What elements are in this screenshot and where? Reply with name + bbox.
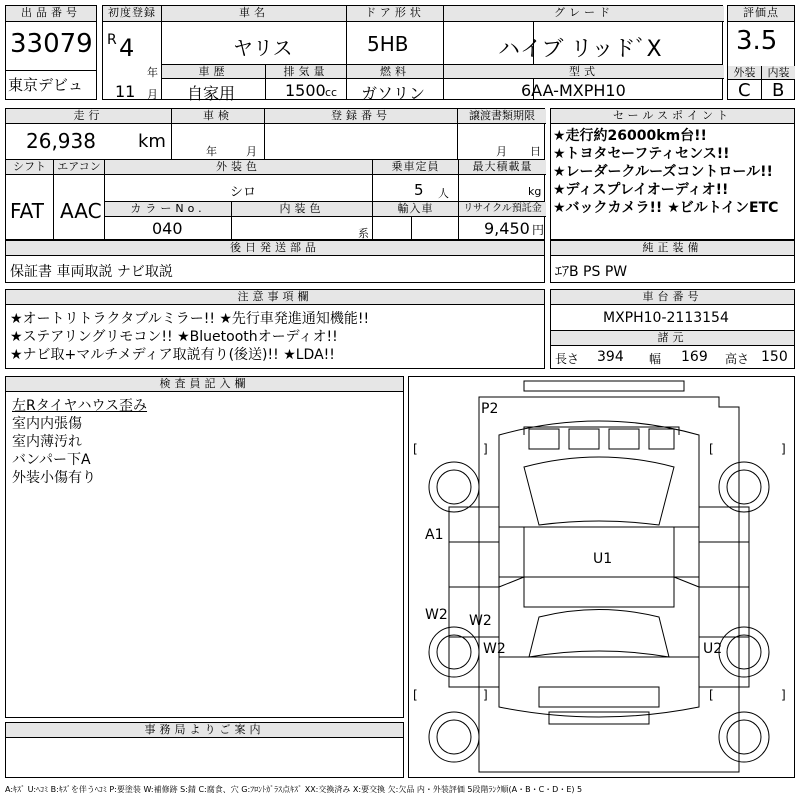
history-label: 車歴	[162, 65, 265, 79]
year: 4	[119, 34, 135, 62]
score-box	[727, 5, 795, 100]
displacement-unit: cc	[325, 86, 338, 99]
note-line: ★オートリトラクタブルミラー!! ★先行車発進通知機能!!	[10, 311, 370, 327]
sales-points-title: セールスポイント	[551, 109, 794, 124]
inspector-line: 左Rタイヤハウス歪み	[12, 398, 148, 414]
note-line: ★ステアリングリモコン!! ★Bluetoothオーディオ!!	[10, 329, 338, 345]
score-label: 評価点	[728, 6, 794, 22]
mileage: 26,938	[26, 129, 96, 153]
score: 3.5	[736, 26, 778, 56]
ac: AAC	[60, 199, 102, 223]
recycle-label: リサイクル預託金	[459, 202, 546, 217]
chassis-title: 車台番号	[551, 290, 794, 305]
color-no-label: カラーNo.	[105, 202, 231, 217]
insp-month-unit: 月	[246, 145, 257, 158]
car-name-label: 車名	[162, 6, 346, 22]
mileage-label: 走行	[6, 109, 171, 124]
office-box	[5, 722, 404, 778]
damage-mark: W2	[483, 641, 506, 657]
damage-mark: P2	[481, 401, 499, 417]
bracket: [	[413, 442, 418, 456]
car-name: ヤリス	[233, 36, 293, 60]
inspector-box	[5, 376, 404, 718]
lot-label: 出品番号	[6, 6, 96, 22]
year-unit: 年	[147, 66, 158, 79]
interior-color-label: 内装色	[232, 202, 372, 217]
reg-label: 登録番号	[265, 109, 457, 124]
int-label: 内装	[762, 66, 795, 80]
door-label: ドア形状	[347, 6, 443, 22]
color-no: 040	[152, 219, 183, 238]
bracket: ]	[483, 688, 488, 702]
bracket: ]	[483, 442, 488, 456]
fuel-label: 燃料	[347, 65, 443, 79]
load-unit: kg	[528, 185, 542, 198]
damage-mark: U2	[703, 641, 723, 657]
specs-title: 諸元	[551, 331, 794, 346]
load-label: 最大積載量	[459, 160, 546, 175]
model: 6AA-MXPH10	[521, 81, 626, 100]
inspector-line: 室内薄汚れ	[12, 434, 82, 450]
displacement-label: 排気量	[266, 65, 346, 79]
vehicle-info-box	[5, 108, 545, 240]
interior-unit: 系	[358, 227, 369, 240]
capacity: 5	[414, 181, 424, 199]
fuel: ガソリン	[361, 84, 426, 103]
notes-title: 注意事項欄	[6, 290, 544, 305]
insp-year-unit: 年	[206, 145, 217, 158]
width: 169	[681, 349, 708, 365]
later-parts-text: 保証書 車両取説 ナビ取説	[10, 264, 173, 280]
capacity-label: 乗車定員	[373, 160, 458, 175]
sales-point: ★レーダークルーズコントロール!!	[553, 164, 773, 180]
chassis-number: MXPH10-2113154	[603, 310, 729, 326]
note-line: ★ナビ取+マルチメディア取説有り(後送)!! ★LDA!!	[10, 347, 335, 363]
inspector-line: 室内内張傷	[12, 416, 82, 432]
standard-equipment-title: 純正装備	[551, 241, 794, 256]
length-label: 長さ	[555, 352, 580, 366]
sales-point: ★ディスプレイオーディオ!!	[553, 182, 729, 198]
transfer-month-unit: 月	[496, 145, 507, 158]
damage-mark: W2	[469, 613, 492, 629]
venue: 東京デビュ	[8, 76, 84, 94]
month: 11	[115, 82, 136, 101]
later-parts-title: 後日発送部品	[6, 241, 544, 256]
ac-label: エアコン	[54, 160, 104, 175]
inspector-line: バンパー下A	[12, 452, 91, 468]
car-diagram-box	[408, 376, 795, 778]
legend: A:ｷｽﾞ U:ﾍｺﾐ B:ｷｽﾞを伴うﾍｺﾐ P:要塗装 W:補修跡 S:錆 C:腐食、穴 G:ﾌﾛﾝﾄｶﾞﾗｽ点ｷｽﾞ XX:交換済み X:要交換 欠:欠品 内・外装評価 5段階ﾗﾝｸ順(A・B・C・D・E) 5	[5, 785, 583, 794]
recycle: 9,450	[484, 219, 530, 238]
bracket: [	[709, 442, 714, 456]
ext-label: 外装	[728, 66, 761, 80]
car-diagram	[409, 377, 794, 777]
shift: FAT	[10, 199, 45, 223]
month-unit: 月	[147, 88, 158, 101]
later-parts-box	[5, 240, 545, 283]
int-score: B	[772, 80, 785, 101]
sales-point: ★走行約26000km台!!	[553, 128, 707, 144]
chassis-box	[550, 289, 795, 369]
grade-label: グレード	[444, 6, 724, 22]
bracket: [	[709, 688, 714, 702]
first-reg-label: 初度登録	[103, 6, 161, 22]
model-label: 型式	[444, 65, 724, 79]
damage-mark: U1	[593, 551, 613, 567]
bracket: ]	[781, 442, 786, 456]
history: 自家用	[187, 84, 236, 103]
inspection-label: 車検	[172, 109, 264, 124]
era: R	[107, 32, 117, 48]
displacement: 1500	[285, 81, 326, 100]
sales-points-box	[550, 108, 795, 240]
grade: ハイブ リッドﾞX	[498, 37, 662, 62]
standard-equipment-box	[550, 240, 795, 283]
bracket: [	[413, 688, 418, 702]
sales-point: ★トヨタセーフティセンス!!	[553, 146, 730, 162]
transfer-day-unit: 日	[530, 145, 541, 158]
capacity-unit: 人	[438, 187, 449, 200]
lot-box	[5, 5, 97, 100]
damage-mark: W2	[425, 607, 448, 623]
bracket: ]	[781, 688, 786, 702]
transfer-label: 譲渡書類期限	[458, 109, 546, 124]
notes-box	[5, 289, 545, 369]
damage-mark: A1	[425, 527, 444, 543]
inspector-line: 外装小傷有り	[12, 470, 96, 486]
mileage-unit: km	[138, 131, 166, 152]
ext-score: C	[738, 80, 751, 101]
inspector-title: 検査員記入欄	[6, 377, 403, 392]
office-title: 事務局よりご案内	[6, 723, 403, 738]
shift-label: シフト	[6, 160, 53, 175]
import-label: 輸入車	[373, 202, 458, 217]
height: 150	[761, 349, 788, 365]
length: 394	[597, 349, 624, 365]
height-label: 高さ	[725, 352, 750, 366]
sales-point: ★バックカメラ!! ★ビルトインETC	[553, 200, 779, 216]
lot-number: 33079	[10, 29, 93, 59]
main-header-box	[102, 5, 723, 103]
exterior-color: シロ	[230, 185, 257, 200]
door: 5HB	[367, 32, 409, 56]
width-label: 幅	[649, 352, 662, 366]
exterior-color-label: 外装色	[105, 160, 372, 175]
standard-equipment-text: ｴｱB PS PW	[555, 264, 628, 280]
recycle-unit: 円	[532, 223, 545, 237]
